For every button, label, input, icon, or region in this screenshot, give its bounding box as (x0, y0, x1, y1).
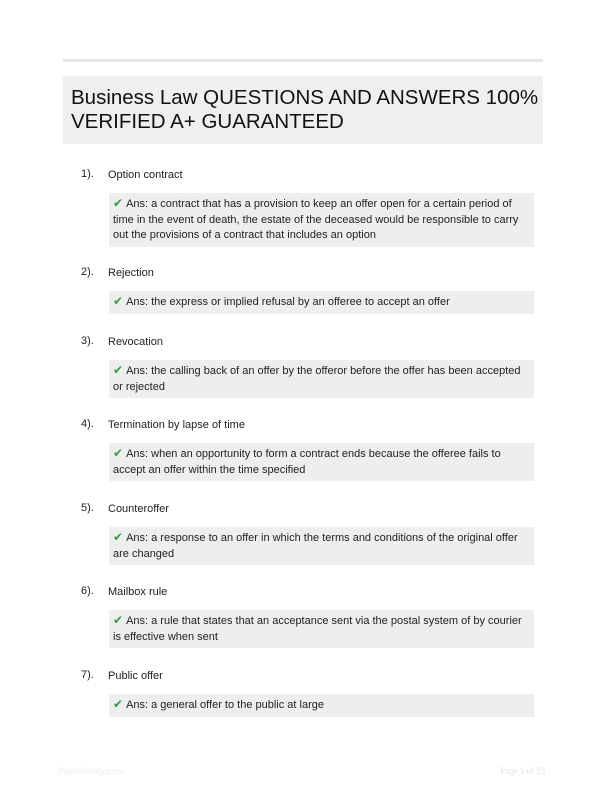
question-text: Revocation (108, 336, 164, 348)
answer-text: Ans: a rule that states that an acceptance sent via the postal system of by courier is effective when sent (113, 615, 522, 643)
question-number: 5). (81, 502, 94, 514)
answer-text: Ans: when an opportunity to form a contract ends because the offeree fails to accept an offer within the time specified (113, 448, 501, 476)
question-text: Public offer (108, 670, 163, 682)
check-icon: ✔ (113, 196, 124, 210)
check-icon: ✔ (113, 294, 124, 308)
answer-box (109, 694, 534, 717)
page-number: Page 1 of 23 (500, 766, 546, 776)
question-text: Rejection (108, 267, 154, 279)
footer-watermark: PaperStudy.com (58, 766, 124, 776)
question-number: 6). (81, 585, 94, 597)
title-banner (63, 76, 543, 144)
question-number: 2). (81, 266, 94, 278)
answer-box (109, 193, 534, 247)
question-text: Mailbox rule (108, 586, 168, 598)
check-icon: ✔ (113, 613, 124, 627)
check-icon: ✔ (113, 530, 124, 544)
question-number: 1). (81, 168, 94, 180)
answer-box (109, 360, 534, 398)
answer-box (109, 610, 534, 648)
answer-text: Ans: the calling back of an offer by the offeror before the offer has been accepted or rejected (113, 365, 521, 393)
answer-text: Ans: a general offer to the public at large (126, 699, 324, 711)
check-icon: ✔ (113, 446, 124, 460)
answer-text: Ans: a response to an offer in which the terms and conditions of the original offer are changed (113, 532, 518, 560)
check-icon: ✔ (113, 363, 124, 377)
question-number: 7). (81, 669, 94, 681)
document-title: Business Law QUESTIONS AND ANSWERS 100% VERIFIED A+ GUARANTEED (71, 86, 539, 133)
question-text: Option contract (108, 169, 183, 181)
question-text: Counteroffer (108, 503, 169, 515)
answer-box (109, 291, 534, 314)
answer-box (109, 527, 534, 565)
answer-text: Ans: a contract that has a provision to keep an offer open for a certain period of time in the event of death, the estate of the deceased would be responsible to carry out the provisions of a contract that includes an option (113, 198, 519, 241)
question-number: 3). (81, 335, 94, 347)
top-divider (63, 59, 543, 62)
question-text: Termination by lapse of time (108, 419, 245, 431)
question-number: 4). (81, 418, 94, 430)
check-icon: ✔ (113, 697, 124, 711)
answer-text: Ans: the express or implied refusal by an offeree to accept an offer (126, 296, 450, 308)
answer-box (109, 443, 534, 481)
